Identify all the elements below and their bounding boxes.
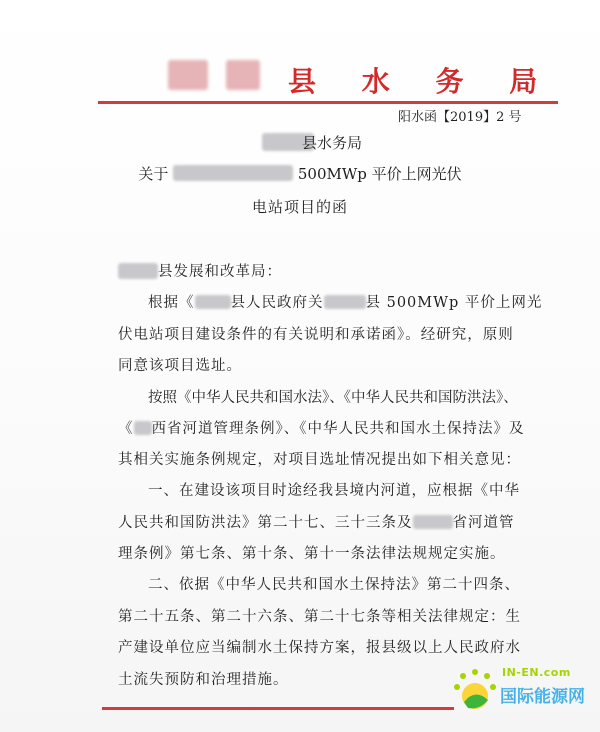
p1-text-b: 县人民政府关 [230,295,324,311]
watermark-brand: 国际能源网 [500,687,585,707]
sun-logo-icon [450,666,500,716]
paragraph-1-line-3: 同意该项目选址。 [118,358,242,374]
p3-text-b: 省河道管 [452,515,515,531]
letterhead-rule [98,101,558,104]
paragraph-2-line-3: 其相关实施条例规定，对项目选址情况提出如下相关意见： [118,452,521,468]
issuer-name: 县水务局 [301,134,362,152]
p2-text-b: 西省河道管理条例》、《中华人民共和国水土保持法》及 [151,421,525,437]
letterhead-title: 县 水 务 局 [288,65,556,98]
paragraph-3-line-3: 理条例》第七条、第十条、第十一条法律法规规定实施。 [118,546,506,562]
p1-text-c: 县 500MWp 平价上网光 [365,295,543,311]
redacted-project-name [173,165,293,181]
subject-prefix: 关于 [138,165,169,183]
redacted-recipient-county [118,263,158,279]
redacted-county-name [168,60,208,90]
watermark-domain: IN-EN.com [502,666,571,679]
paragraph-1-line-1 [148,291,588,312]
paragraph-2-line-2 [118,417,558,438]
p3-text-a: 人民共和国防洪法》第二十七、三十三条及 [118,515,413,531]
paragraph-3-line-2 [118,511,558,532]
recipient: 县发展和改革局： [158,264,282,280]
paragraph-2-line-1: 按照《中华人民共和国水法》、《中华人民共和国防洪法》、 [148,390,518,406]
paragraph-4-line-4: 土流失预防和治理措施。 [118,672,289,688]
document-number: 阳水函【2019】2 号 [398,110,522,125]
paragraph-4-line-3: 产建设单位应当编制水土保持方案，报县级以上人民政府水 [118,640,521,656]
paragraph-1-line-2: 伏电站项目建设条件的有关说明和承诺函》。经研究，原则 [118,327,514,343]
redacted-province [413,515,453,529]
p1-text-a: 根据《 [148,295,195,311]
subject-line-2: 电站项目的函 [251,198,348,216]
redacted-province [134,421,152,435]
subject-line-1 [0,163,600,184]
p2-text-a: 《 [118,421,134,437]
redacted-county-name [226,60,260,90]
redacted-county [195,295,231,309]
paragraph-3-line-1: 一、在建设该项目时途经我县境内河道，应根据《中华 [148,483,520,499]
issuer-heading [0,132,600,153]
subject-suffix: 500MWp 平价上网光伏 [297,165,462,183]
paragraph-4-line-1: 二、依据《中华人民共和国水土保持法》第二十四条、 [148,577,520,593]
footer-rule [102,707,454,710]
redacted-county [324,295,366,309]
paragraph-4-line-2: 第二十五条、第二十六条、第二十七条等相关法律规定：生 [118,609,521,625]
watermark [450,658,590,720]
